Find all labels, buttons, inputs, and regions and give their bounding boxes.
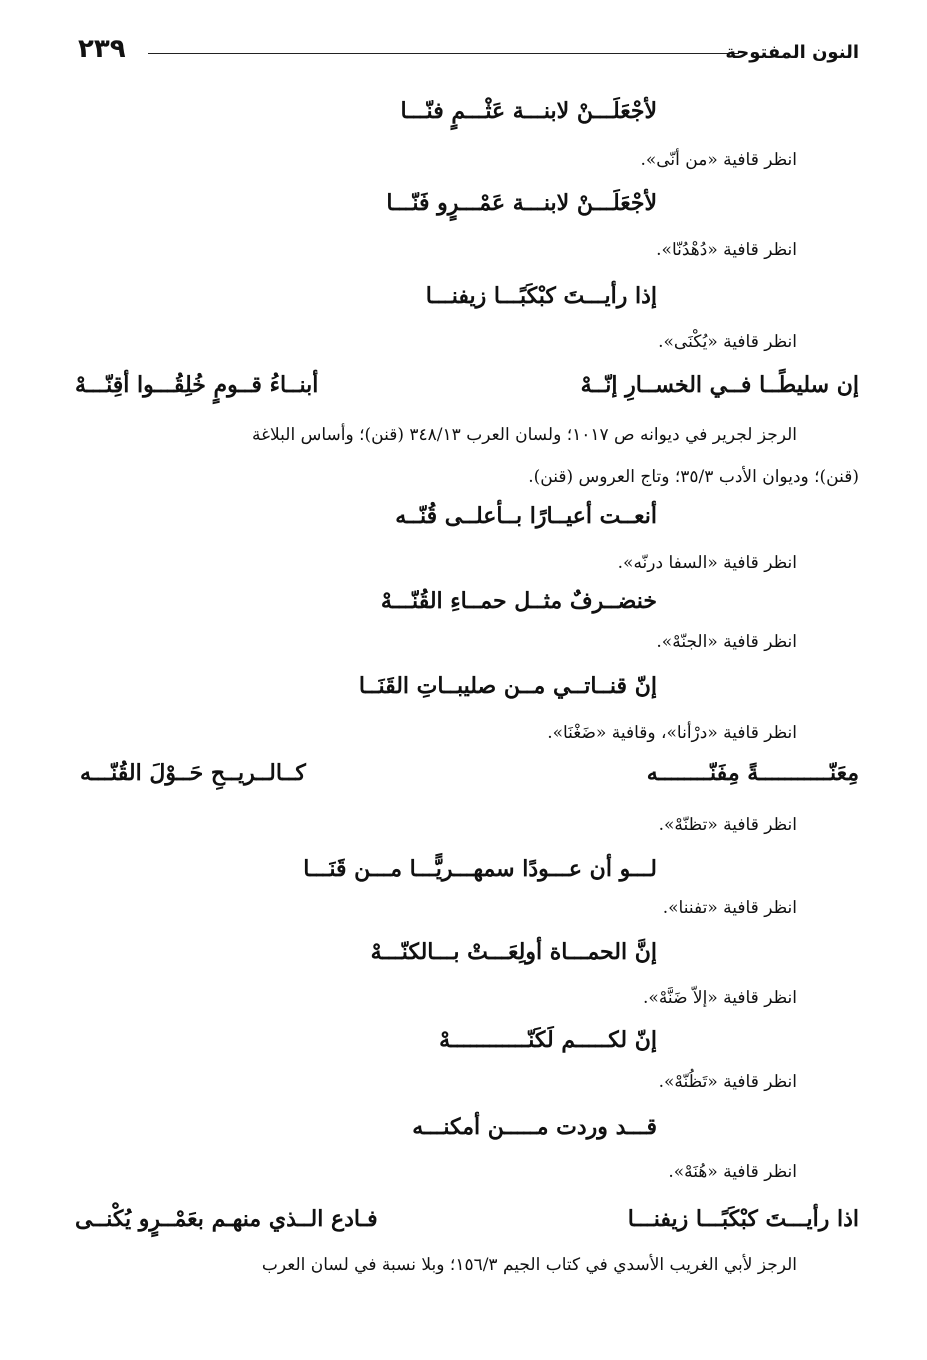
cross-reference: انظر قافية «تفننا». <box>662 898 797 918</box>
cross-reference: انظر قافية «يُكْنَى». <box>658 332 797 352</box>
source-note <box>75 1244 797 1286</box>
source-note-line: (قنن)؛ وديوان الأدب ٣٥/٣؛ وتاج العروس (قنن). <box>528 467 859 487</box>
verse-line: لـــو أن عـــودًا سمهـــريًّـــا مـــن قَنَـــا <box>303 856 657 882</box>
verse-line: إنّ لكـــــم لَكَنّــــــــــــهْ <box>439 1027 657 1053</box>
source-note-line: الرجز لجرير في ديوانه ص ١٠١٧؛ ولسان العرب ٣٤٨/١٣ (قنن)؛ وأساس البلاغة <box>252 425 797 445</box>
verse-first-hemistich: مِعَنّـــــــــــةً مِفَنّــــــــه <box>646 760 859 786</box>
verse-second-hemistich: فـادع الــذي منهـم بعَمْــرٍو يُكْنــى <box>75 1206 378 1232</box>
verse-line: إنّ قنــاتــي مــن صليبــاتِ القَنَــا <box>358 673 657 699</box>
verse-first-hemistich: إن سليطًــا فــي الخســارِ إنّــهْ <box>580 372 859 398</box>
verse-line: لأجْعَلَـــنْ لابنـــة عَثْـــمٍ فنّـــا <box>400 98 657 124</box>
source-note-line: الرجز لأبي الغريب الأسدي في كتاب الجيم ١٥٦/٣؛ وبلا نسبة في لسان العرب <box>261 1255 797 1275</box>
verse-line: أنعــت أعيــارًا بــأعلــى قُنّــه <box>395 503 657 529</box>
cross-reference: انظر قافية «هُنَهْ». <box>668 1162 797 1182</box>
cross-reference: انظر قافية «السفا درنّه». <box>617 553 797 573</box>
cross-reference: انظر قافية «من أنّى». <box>640 150 797 170</box>
verse-line: لأجْعَلَـــنْ لابنـــة عَمْـــرٍو فَنّـــا <box>386 190 657 216</box>
cross-reference: انظر قافية «درْأنا»، وقافية «ضَغْنَا». <box>547 723 797 743</box>
full-verse <box>75 760 859 792</box>
cross-reference: انظر قافية «دُهْدُنّا». <box>656 240 797 260</box>
verse-line: قـــد وردت مـــــن أمكنـــه <box>412 1114 657 1140</box>
page-number: ٢٣٩ <box>78 34 126 64</box>
cross-reference: انظر قافية «تَظُنّهْ». <box>658 1072 797 1092</box>
verse-second-hemistich: كــالــريــحِ حَــوْلَ القُنّـــه <box>80 760 306 786</box>
verse-first-hemistich: اذا رأيـــتَ كبْكَبًـــا زيفنـــا <box>627 1206 859 1232</box>
cross-reference: انظر قافية «إلاّ ضَنَّهْ». <box>643 988 797 1008</box>
cross-reference: انظر قافية «الجنّهْ». <box>656 632 797 652</box>
page-header <box>78 34 859 68</box>
full-verse <box>75 1206 859 1238</box>
verse-line: خنضــرفٌ مثــل حمــاءِ القُنّـــهْ <box>380 588 657 614</box>
header-rule <box>148 53 739 54</box>
section-title: النون المفتوحة <box>725 42 859 63</box>
cross-reference: انظر قافية «تظنّهْ». <box>658 815 797 835</box>
verse-line: إذا رأيـــتَ كبْكَبًـــا زيفنـــا <box>425 283 657 309</box>
source-note <box>75 414 859 498</box>
full-verse <box>75 372 859 404</box>
verse-second-hemistich: أبنــاءُ قــومٍ خُلِقُـــوا أقِنّـــهْ <box>75 372 319 398</box>
verse-line: إنَّ الحمـــاة أولِعَـــتْ بـــالكنّـــهْ <box>370 939 657 965</box>
